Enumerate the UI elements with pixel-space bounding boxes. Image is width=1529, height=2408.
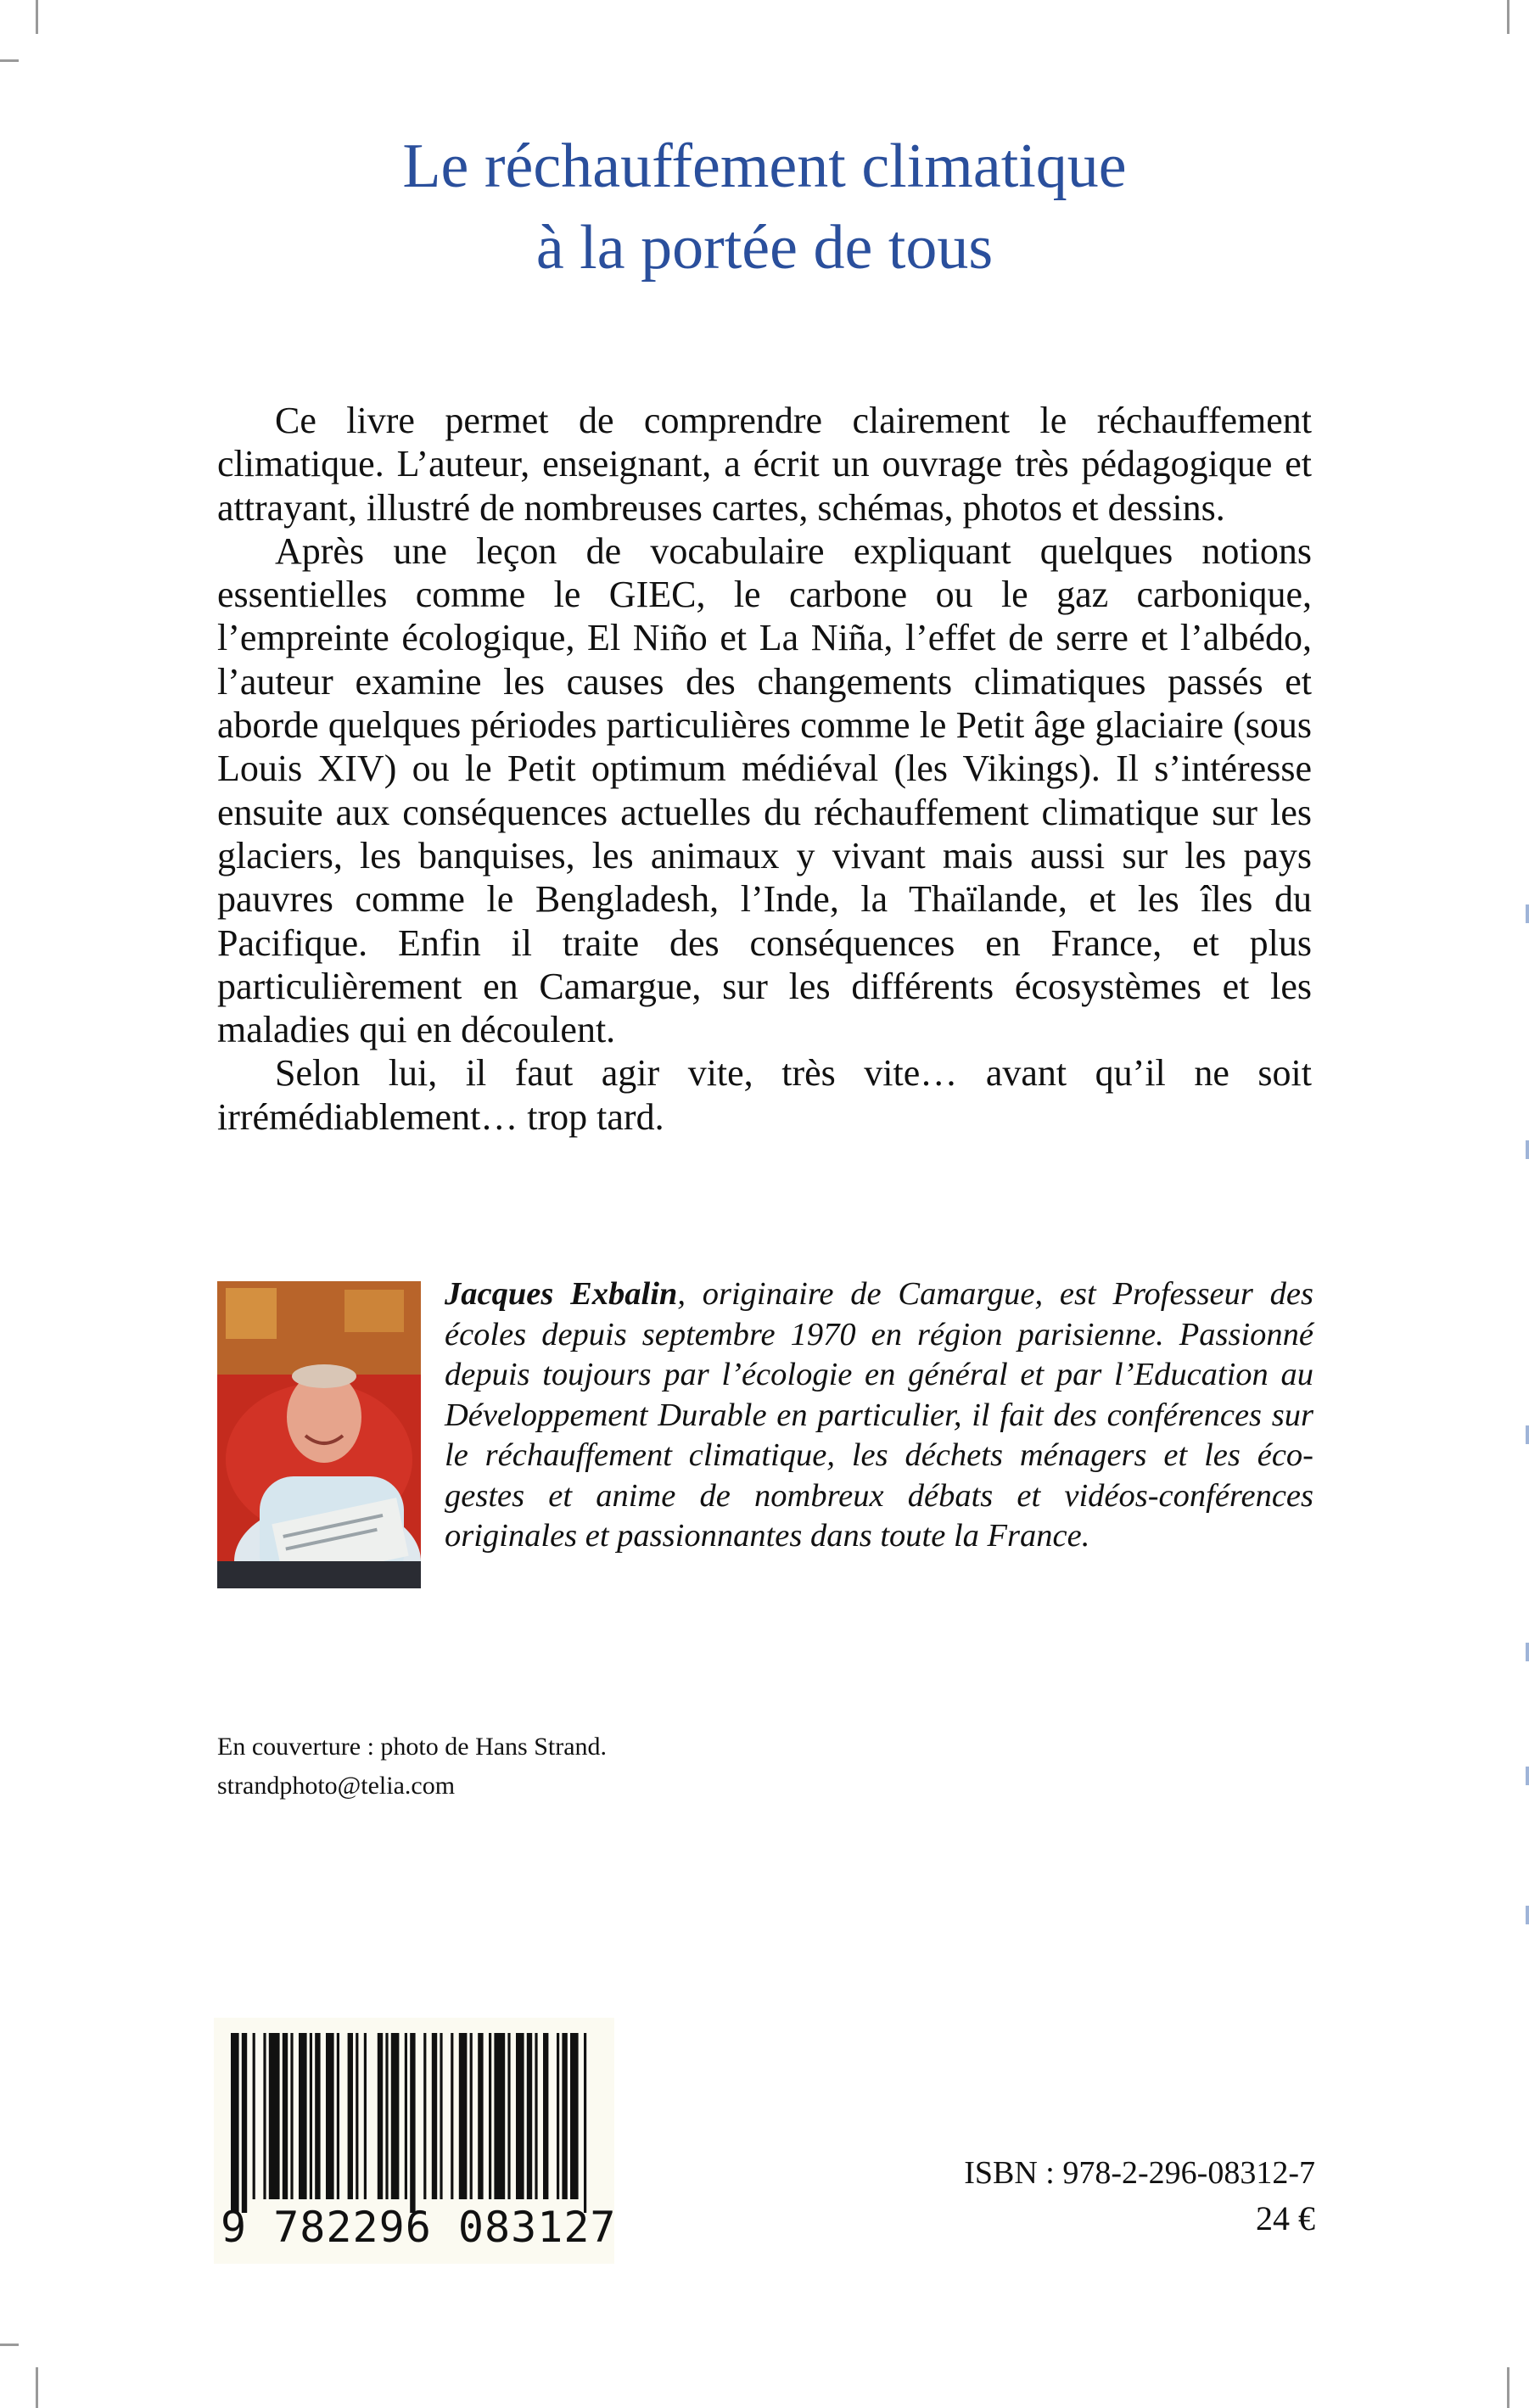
barcode-bar	[478, 2033, 483, 2199]
barcode-bar	[385, 2033, 388, 2199]
barcode-bar	[405, 2033, 407, 2199]
barcode-bar	[410, 2033, 415, 2213]
barcode-bar	[263, 2033, 266, 2199]
barcode-bar	[543, 2033, 548, 2199]
spine-edge-mark	[1526, 1767, 1529, 1785]
barcode-bar	[570, 2033, 579, 2199]
barcode-bar	[326, 2033, 334, 2199]
barcode-bar	[584, 2033, 586, 2213]
barcode-bar	[283, 2033, 288, 2199]
barcode-bar	[310, 2033, 312, 2199]
barcode-bar	[315, 2033, 320, 2199]
crop-mark-top-right	[1507, 0, 1509, 34]
isbn-barcode	[214, 2018, 617, 2264]
barcode-bar	[557, 2033, 559, 2199]
spine-edge-mark	[1526, 1140, 1529, 1159]
isbn-number: ISBN : 978-2-296-08312-7	[964, 2155, 1315, 2191]
barcode-bar	[299, 2033, 307, 2199]
barcode-bar	[253, 2033, 255, 2199]
barcode-bar	[378, 2033, 383, 2199]
author-bio	[445, 1274, 1313, 1557]
barcode-bar	[432, 2033, 437, 2199]
spine-edge-mark	[1526, 1906, 1529, 1924]
blurb-paragraph-2: Après une leçon de vocabulaire expliquant quelques notions essentielles comme le GIEC, le carbone ou le gaz carbonique, l’empreinte écologique, El Niño et La Niña, l’effet de serre et l’albédo, l’auteur examine les causes des changements climatiques passés et aborde quelques périodes particulières comme le Petit âge glaciaire (sous Louis XIV) ou le Petit optimum médiéval (les Vikings). Il s’intéresse ensuite aux conséquences actuelles du réchauffement climatique sur les glaciers, les banquises, les animaux y vivant mais aussi sur les pays pauvres comme le Bengladesh, l’Inde, la Thaïlande, et les îles du Pacifique. Enfin il traite des conséquences en France, et plus particulièrement en Camargue, sur les différents écosystèmes et les maladies qui en découlent.	[217, 529, 1312, 1051]
barcode-bar	[364, 2033, 367, 2199]
barcode-bar	[494, 2033, 505, 2199]
crop-mark-bottom-left	[36, 2367, 38, 2408]
crop-mark-top-left-h	[0, 59, 19, 62]
barcode-bar	[231, 2033, 239, 2213]
barcode-bar	[470, 2033, 473, 2199]
author-photo	[217, 1281, 421, 1588]
barcode-bar	[290, 2033, 293, 2199]
book-price: 24 €	[1256, 2199, 1315, 2237]
barcode-bar	[356, 2033, 358, 2199]
barcode-bar	[269, 2033, 280, 2199]
crop-mark-bottom-right	[1507, 2367, 1509, 2408]
spine-edge-mark	[1526, 1643, 1529, 1661]
book-title-line-1: Le réchauffement climatique	[402, 132, 1127, 201]
barcode-bar	[507, 2033, 510, 2199]
spine-edge-mark	[1526, 904, 1529, 923]
barcode-bar	[451, 2033, 453, 2199]
book-title	[0, 126, 1529, 288]
barcode-bar	[423, 2033, 426, 2199]
barcode-bar	[459, 2033, 468, 2199]
barcode-bar	[489, 2033, 491, 2199]
book-blurb	[217, 399, 1312, 1139]
blurb-paragraph-3: Selon lui, il faut agir vite, très vite… avant qu’il ne soit irrémédiablement… trop tard.	[217, 1052, 1312, 1138]
barcode-bar	[562, 2033, 567, 2199]
barcode-bars	[214, 2018, 614, 2213]
barcode-bar	[391, 2033, 400, 2199]
blurb-paragraph-1: Ce livre permet de comprendre clairement le réchauffement climatique. L’auteur, enseignant, a écrit un ouvrage très pédagogique et attrayant, illustré de nombreuses cartes, schémas, photos et dessins.	[217, 400, 1312, 529]
cover-credit-email: strandphoto@telia.com	[217, 1772, 456, 1800]
cover-credit	[217, 1728, 607, 1806]
barcode-bar	[348, 2033, 353, 2199]
barcode-bar	[242, 2033, 247, 2213]
barcode-bar	[535, 2033, 537, 2199]
author-bio-text: , originaire de Camargue, est Professeur des écoles depuis septembre 1970 en région parisienne. Passionné depuis toujours par l’écologie en général et par l’Education au Développement Durable en particulier, il fait des conférences sur le réchauffement climatique, les déchets ménagers et les éco-gestes et anime de nombreux débats et vidéos-conférences originales et passionnantes dans toute la France.	[445, 1276, 1313, 1554]
barcode-bar	[440, 2033, 442, 2199]
cover-credit-line: En couverture : photo de Hans Strand.	[217, 1733, 608, 1761]
barcode-bar	[516, 2033, 524, 2199]
spine-edge-mark	[1526, 1425, 1529, 1444]
barcode-bar	[337, 2033, 339, 2199]
book-title-line-2: à la portée de tous	[535, 213, 994, 283]
barcode-digits: 9 782296 083127	[221, 2203, 617, 2252]
barcode-bar	[527, 2033, 532, 2199]
crop-mark-bottom-left-h	[0, 2344, 19, 2346]
crop-mark-top-left	[36, 0, 38, 34]
author-name: Jacques Exbalin	[445, 1276, 678, 1312]
